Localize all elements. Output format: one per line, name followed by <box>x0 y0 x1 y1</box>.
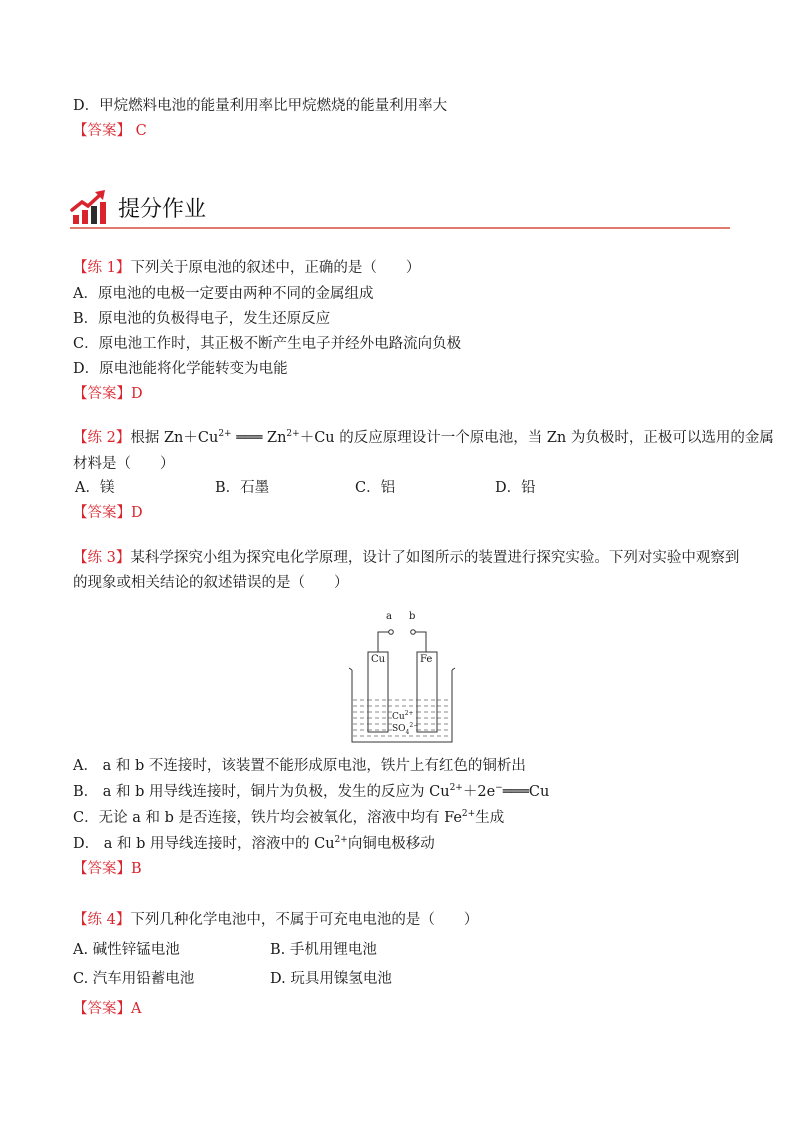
q1-option-a: A．原电池的电极一定要由两种不同的金属组成 <box>73 286 374 302</box>
q2-stem-line2: 材料是（ ） <box>73 456 175 472</box>
q3-stem-line2: 的现象或相关结论的叙述错误的是（ ） <box>73 575 349 591</box>
ion2-text: SO <box>392 724 406 734</box>
q4-answer <box>73 999 141 1019</box>
q2-sup2: 2+ <box>286 429 300 440</box>
q1-option-d: D．原电池能将化学能转变为电能 <box>73 361 288 377</box>
q2-stem-b: ═══ Zn <box>231 430 287 446</box>
q1-stem-text: 下列关于原电池的叙述中，正确的是（ ） <box>130 260 421 276</box>
q2-stem-c: ＋Cu 的反应原理设计一个原电池，当 Zn 为负极时，正极可以选用的金属 <box>299 430 774 446</box>
chart-up-icon <box>70 188 110 226</box>
q2-stem-a: 根据 Zn＋Cu <box>130 430 219 446</box>
q2-answer <box>73 503 143 523</box>
q3-option-d-sup: 2+ <box>334 835 348 846</box>
cu-electrode-label: Cu <box>371 654 386 665</box>
ion2-sub: 4 <box>405 728 410 736</box>
answer-tag: 【答案】 <box>73 123 131 139</box>
q3-option-c-b: 生成 <box>475 810 505 826</box>
q3-option-b-sup2: − <box>495 783 503 794</box>
answer-value: D <box>131 505 143 521</box>
q4-tag: 【练 4】 <box>73 912 131 928</box>
q2-option-c: C．铝 <box>355 480 396 496</box>
q4-option-b: B. 手机用锂电池 <box>270 942 377 958</box>
q1-option-b: B．原电池的负极得电子，发生还原反应 <box>73 311 331 327</box>
answer-value: B <box>131 861 142 877</box>
answer-value: D <box>131 386 143 402</box>
q4-stem <box>73 910 478 930</box>
answer-value: C <box>135 123 147 139</box>
q2-option-d: D．铅 <box>495 480 536 496</box>
q2-option-a: A．镁 <box>75 480 115 496</box>
answer-value: A <box>131 1001 142 1017</box>
q4-option-d: D. 玩具用镍氢电池 <box>270 971 392 987</box>
q3-option-a: A． a 和 b 不连接时，该装置不能形成原电池，铁片上有红色的铜析出 <box>73 758 526 774</box>
q1-answer <box>73 384 143 404</box>
q4-stem-text: 下列几种化学电池中，不属于可充电电池的是（ ） <box>130 912 479 928</box>
q2-sup1: 2+ <box>218 429 232 440</box>
q3-option-d <box>73 834 435 854</box>
header-rule <box>70 227 730 229</box>
q3-option-b <box>73 782 549 802</box>
section-header <box>70 186 730 232</box>
q2-tag: 【练 2】 <box>73 430 131 446</box>
q3-answer <box>73 859 142 879</box>
terminal-a-label: a <box>386 611 392 622</box>
answer-tag: 【答案】 <box>73 861 131 877</box>
q1-stem <box>73 258 420 278</box>
fe-electrode-label: Fe <box>420 654 433 665</box>
answer-tag: 【答案】 <box>73 1001 131 1017</box>
q3-stem <box>73 548 739 568</box>
q1-tag: 【练 1】 <box>73 260 131 276</box>
q4-option-c: C. 汽车用铅蓄电池 <box>73 971 195 987</box>
q3-option-c-a: C．无论 a 和 b 是否连接，铁片均会被氧化，溶液中均有 Fe <box>73 810 462 826</box>
ion1-text: Cu <box>392 712 405 722</box>
q3-tag: 【练 3】 <box>73 550 131 566</box>
q2-option-b: B．石墨 <box>215 480 270 496</box>
q3-option-b-sup1: 2+ <box>449 783 463 794</box>
ion1-sup: 2+ <box>404 710 414 717</box>
answer-line <box>73 121 147 141</box>
q3-option-d-b: 向铜电极移动 <box>347 836 435 852</box>
q3-stem-line1: 某科学探究小组为探究电化学原理，设计了如图所示的装置进行探究实验。下列对实验中观察到 <box>130 550 740 566</box>
sulfate-ion-label <box>392 720 418 738</box>
q3-option-b-c: ═══Cu <box>502 784 550 800</box>
q3-option-c <box>73 808 504 828</box>
q3-option-d-a: D． a 和 b 用导线连接时，溶液中的 Cu <box>73 836 335 852</box>
q1-option-c: C．原电池工作时，其正极不断产生电子并经外电路流向负极 <box>73 336 462 352</box>
q4-option-a: A. 碱性锌锰电池 <box>73 942 180 958</box>
answer-tag: 【答案】 <box>73 505 131 521</box>
q3-option-b-b: ＋2e <box>462 784 496 800</box>
ion2-sup: 2− <box>409 722 419 729</box>
section-title: 提分作业 <box>118 197 207 222</box>
answer-tag: 【答案】 <box>73 386 131 402</box>
electrochem-apparatus-figure <box>340 610 460 745</box>
q3-option-c-sup: 2+ <box>461 809 476 820</box>
option-d-text: D．甲烷燃料电池的能量利用率比甲烷燃烧的能量利用率大 <box>73 98 448 114</box>
q3-option-b-a: B． a 和 b 用导线连接时，铜片为负极，发生的反应为 Cu <box>73 784 450 800</box>
terminal-b-label: b <box>409 611 416 622</box>
q2-stem <box>73 428 774 448</box>
